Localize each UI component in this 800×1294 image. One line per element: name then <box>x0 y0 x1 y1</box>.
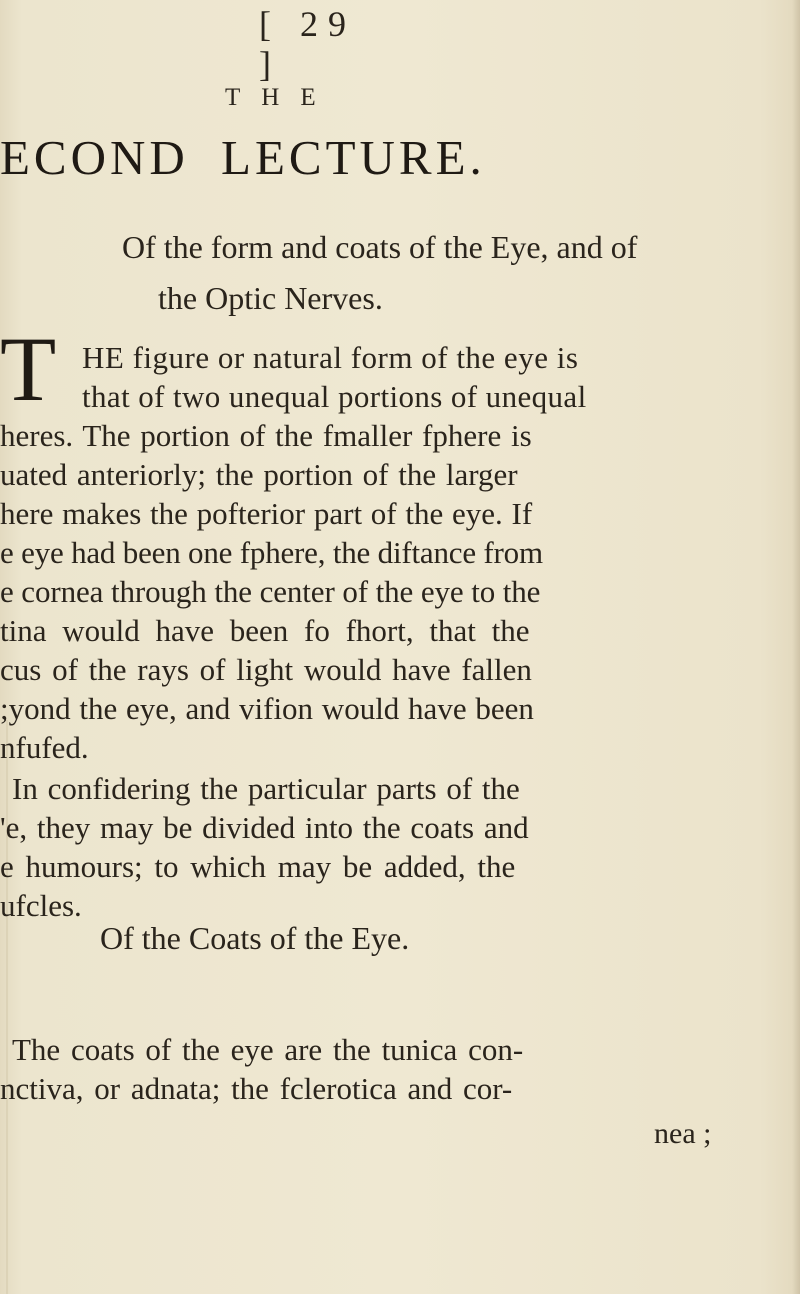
text-line: nfufed. <box>0 730 89 765</box>
page-number: [ 29 ] <box>259 4 356 84</box>
page-edge-shadow <box>792 0 800 1294</box>
text-line: tina would have been fo fhort, that the <box>0 613 530 648</box>
text-line: ;yond the eye, and vifion would have been <box>0 691 534 726</box>
text-line: cus of the rays of light would have fallen <box>0 652 532 687</box>
text-line: that of two unequal portions of unequal <box>82 379 587 414</box>
drop-cap: T <box>0 334 57 404</box>
subtitle-line-1: Of the form and coats of the Eye, and of <box>122 229 638 265</box>
text-line: nctiva, or adnata; the fclerotica and cor- <box>0 1071 513 1106</box>
text-line: heres. The portion of the fmaller fphere is <box>0 418 532 453</box>
text-line: 'e, they may be divided into the coats and <box>0 810 529 845</box>
text-line: uated anteriorly; the portion of the larger <box>0 457 518 492</box>
text-line: e eye had been one fphere, the diftance from <box>0 535 543 570</box>
text-line: e humours; to which may be added, the <box>0 849 516 884</box>
text-line: here makes the pofterior part of the eye. If <box>0 496 533 531</box>
text-line: In confidering the particular parts of the <box>12 771 520 806</box>
gutter-shadow <box>6 720 8 1294</box>
text-line: ufcles. <box>0 888 82 923</box>
section-heading: Of the Coats of the Eye. <box>100 920 410 956</box>
subtitle-line-2: the Optic Nerves. <box>158 280 383 316</box>
catchword: nea ; <box>654 1117 712 1150</box>
text-line: The coats of the eye are the tunica con- <box>12 1032 524 1067</box>
text-line: e cornea through the center of the eye to the <box>0 574 541 609</box>
text-line: HE figure or natural form of the eye is <box>82 340 579 375</box>
lecture-title: ECOND LECTURE. <box>0 130 486 185</box>
heading-the: THE <box>225 84 337 111</box>
